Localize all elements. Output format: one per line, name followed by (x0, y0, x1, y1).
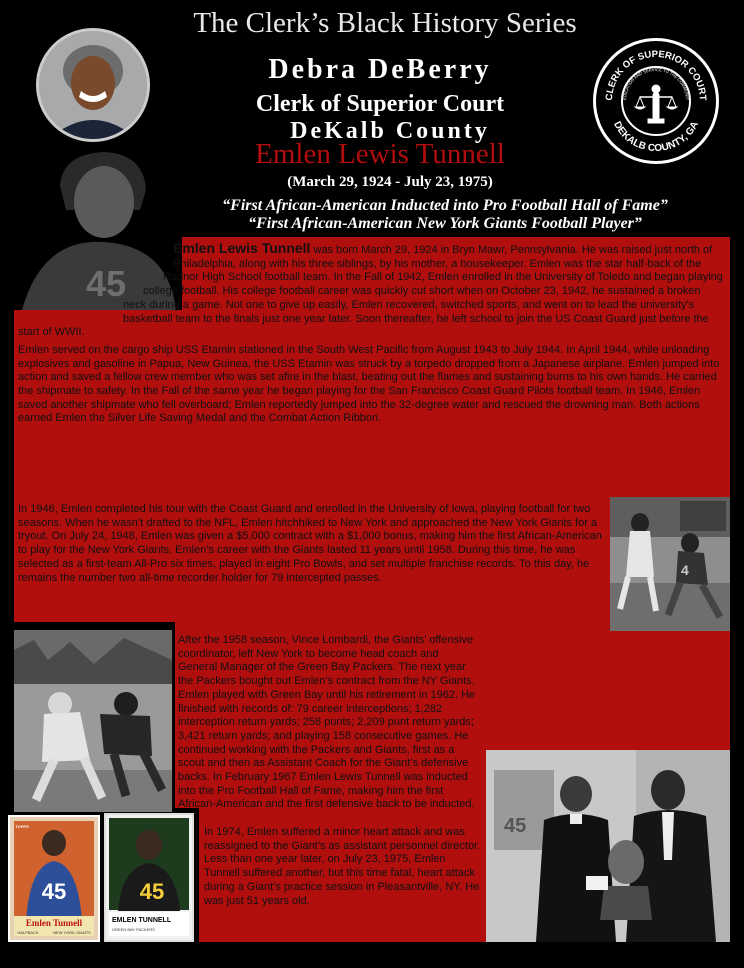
card1-team: NEW YORK GIANTS (53, 930, 91, 935)
card1-position: HALFBACK (17, 930, 39, 935)
card1-logo: TOPPS (15, 824, 29, 829)
svg-text:45: 45 (86, 263, 127, 304)
svg-text:4: 4 (681, 562, 689, 578)
trading-card-packers (104, 813, 194, 942)
svg-text:DEKALB COUNTY, GA (611, 120, 701, 154)
bio-paragraph-4: After the 1958 season, Vince Lombardi, the Giants’ offensive coordinator, left New York to become head coach and General Manager of the Green Bay Packers. The next year the Packers bought out Emlen’s contract from the NY Giants. Emlen played with Green Bay until his retirement in 1962. He finished with records of: 79 career interceptions; 1,282 interception return yards; 258 punts; 2,209 punt return yards; 3,421 return yards; and playing 158 consecutive games. He continued working with the Packers and Giants, first as a scout and then as Assistant Coach for the Giant’s defensive backs. In February 1967 Emlen Lewis Tunnell was inducted into the Pro Football Hall of Fame, making him the first African-American and the first defensive back to be inducted. (178, 634, 476, 811)
bio-lead-name: Emlen Lewis Tunnell (173, 240, 311, 256)
clerk-portrait (36, 28, 150, 142)
seal-bottom-text: DEKALB COUNTY, GA (611, 119, 701, 155)
subject-name: Emlen Lewis Tunnell (255, 138, 505, 170)
series-title: The Clerk’s Black History Series (193, 7, 577, 39)
card1-number: 45 (41, 879, 67, 904)
tackle-action-photo (14, 630, 172, 812)
hall-of-fame-photo (486, 750, 730, 942)
subject-dates: (March 29, 1924 - July 23, 1975) (287, 174, 493, 190)
quote-hall-of-fame: “First African-American Inducted into Pro Football Hall of Fame” (222, 197, 668, 214)
clerk-county: DeKalb County (290, 118, 490, 144)
clerk-name: Debra DeBerry (268, 54, 492, 85)
bio-paragraph-1-text: was born March 29, 1924 in Bryn Mawr, Pennsylvania. He was raised just north of Philadelphia, along with his three siblings, by his mother, a housekeeper. Emlen was the star half-back of the Radnor High School football team. In the Fall of 1942, Emlen enrolled in the University of Toledo and began playing college football. His college football career was quickly cut short when on October 23, 1942, he sustained a broken neck during a game. Not one to give up easily, Emlen recovered, switched sports, and went on to lead the university's basketball team to the finals just one year later. Soon thereafter, he left school to join the US Coast Guard just before the start of WWII. (18, 244, 723, 339)
seal-inner-text: EDICATION AND SERVICE TO THE COMMUNIT (621, 66, 691, 101)
bio-paragraph-5: In 1974, Emlen suffered a minor heart attack and was reassigned to the Giant’s as assistant personnel director. Less than one year later, on July 23, 1975, Emlen Tunnell suffered another, but this time fatal, heart attack during a Giant’s practice session in Pleasantville, NY. He was just 51 years old. (204, 826, 481, 907)
svg-text:45: 45 (504, 815, 527, 837)
court-seal (593, 38, 719, 164)
bio-paragraph-2: Emlen served on the cargo ship USS Etamin stationed in the South West Pacific from August 1943 to July 1944. In April 1944, while unloading explosives and gasoline in Papua, New Guinea, the USS Etamin was struck by a torpedo dropped from a Japanese airplane. Emlen jumped into action and saved a fellow crew member who was set afire in the blast, beating out the flames and sustaining burns to his own hands. He carried the shipmate to safety. In the Fall of the same year he began playing for the San Francisco Coast Guard Pilots football team. In 1946, Emlen saved another shipmate who fell overboard; Emlen reportedly jumped into the 32-degree water and rescued the drowning man. Both actions earned Emlen the Silver Life Saving Medal and the Combat Action Ribbon. (18, 343, 720, 425)
card2-name: EMLEN TUNNELL (112, 917, 172, 924)
card1-name: Emlen Tunnell (25, 918, 83, 928)
card2-number: 45 (139, 879, 165, 904)
quote-giants: “First African-American New York Giants Football Player” (248, 215, 642, 232)
bio-paragraph-3: In 1946, Emlen completed his tour with the Coast Guard and enrolled in the University of Iowa, playing football for two seasons. When he wasn’t drafted to the NFL, Emlen hitchhiked to New York and approached the New York Giants for a tryout. On July 24, 1948, Emlen was given a $5,000 contract with a $1,000 bonus, making him the first African-American to play for the New York Giants. Emlen’s career with the Giants lasted 11 years until 1958. During this time, he was selected as a first-team All-Pro six times, played in eight Pro Bowls, and set multiple franchise records. To this day, he remains the number two all-time recorder holder for 79 intercepted passes. (18, 503, 602, 584)
trading-card-giants (8, 815, 100, 942)
giants-action-photo (610, 497, 730, 631)
card2-team: GREEN BAY PACKERS (112, 927, 155, 932)
scales-of-justice-icon (635, 85, 677, 123)
seal-top-text: CLERK OF SUPERIOR COURT (603, 48, 709, 102)
clerk-title: Clerk of Superior Court (255, 91, 505, 117)
